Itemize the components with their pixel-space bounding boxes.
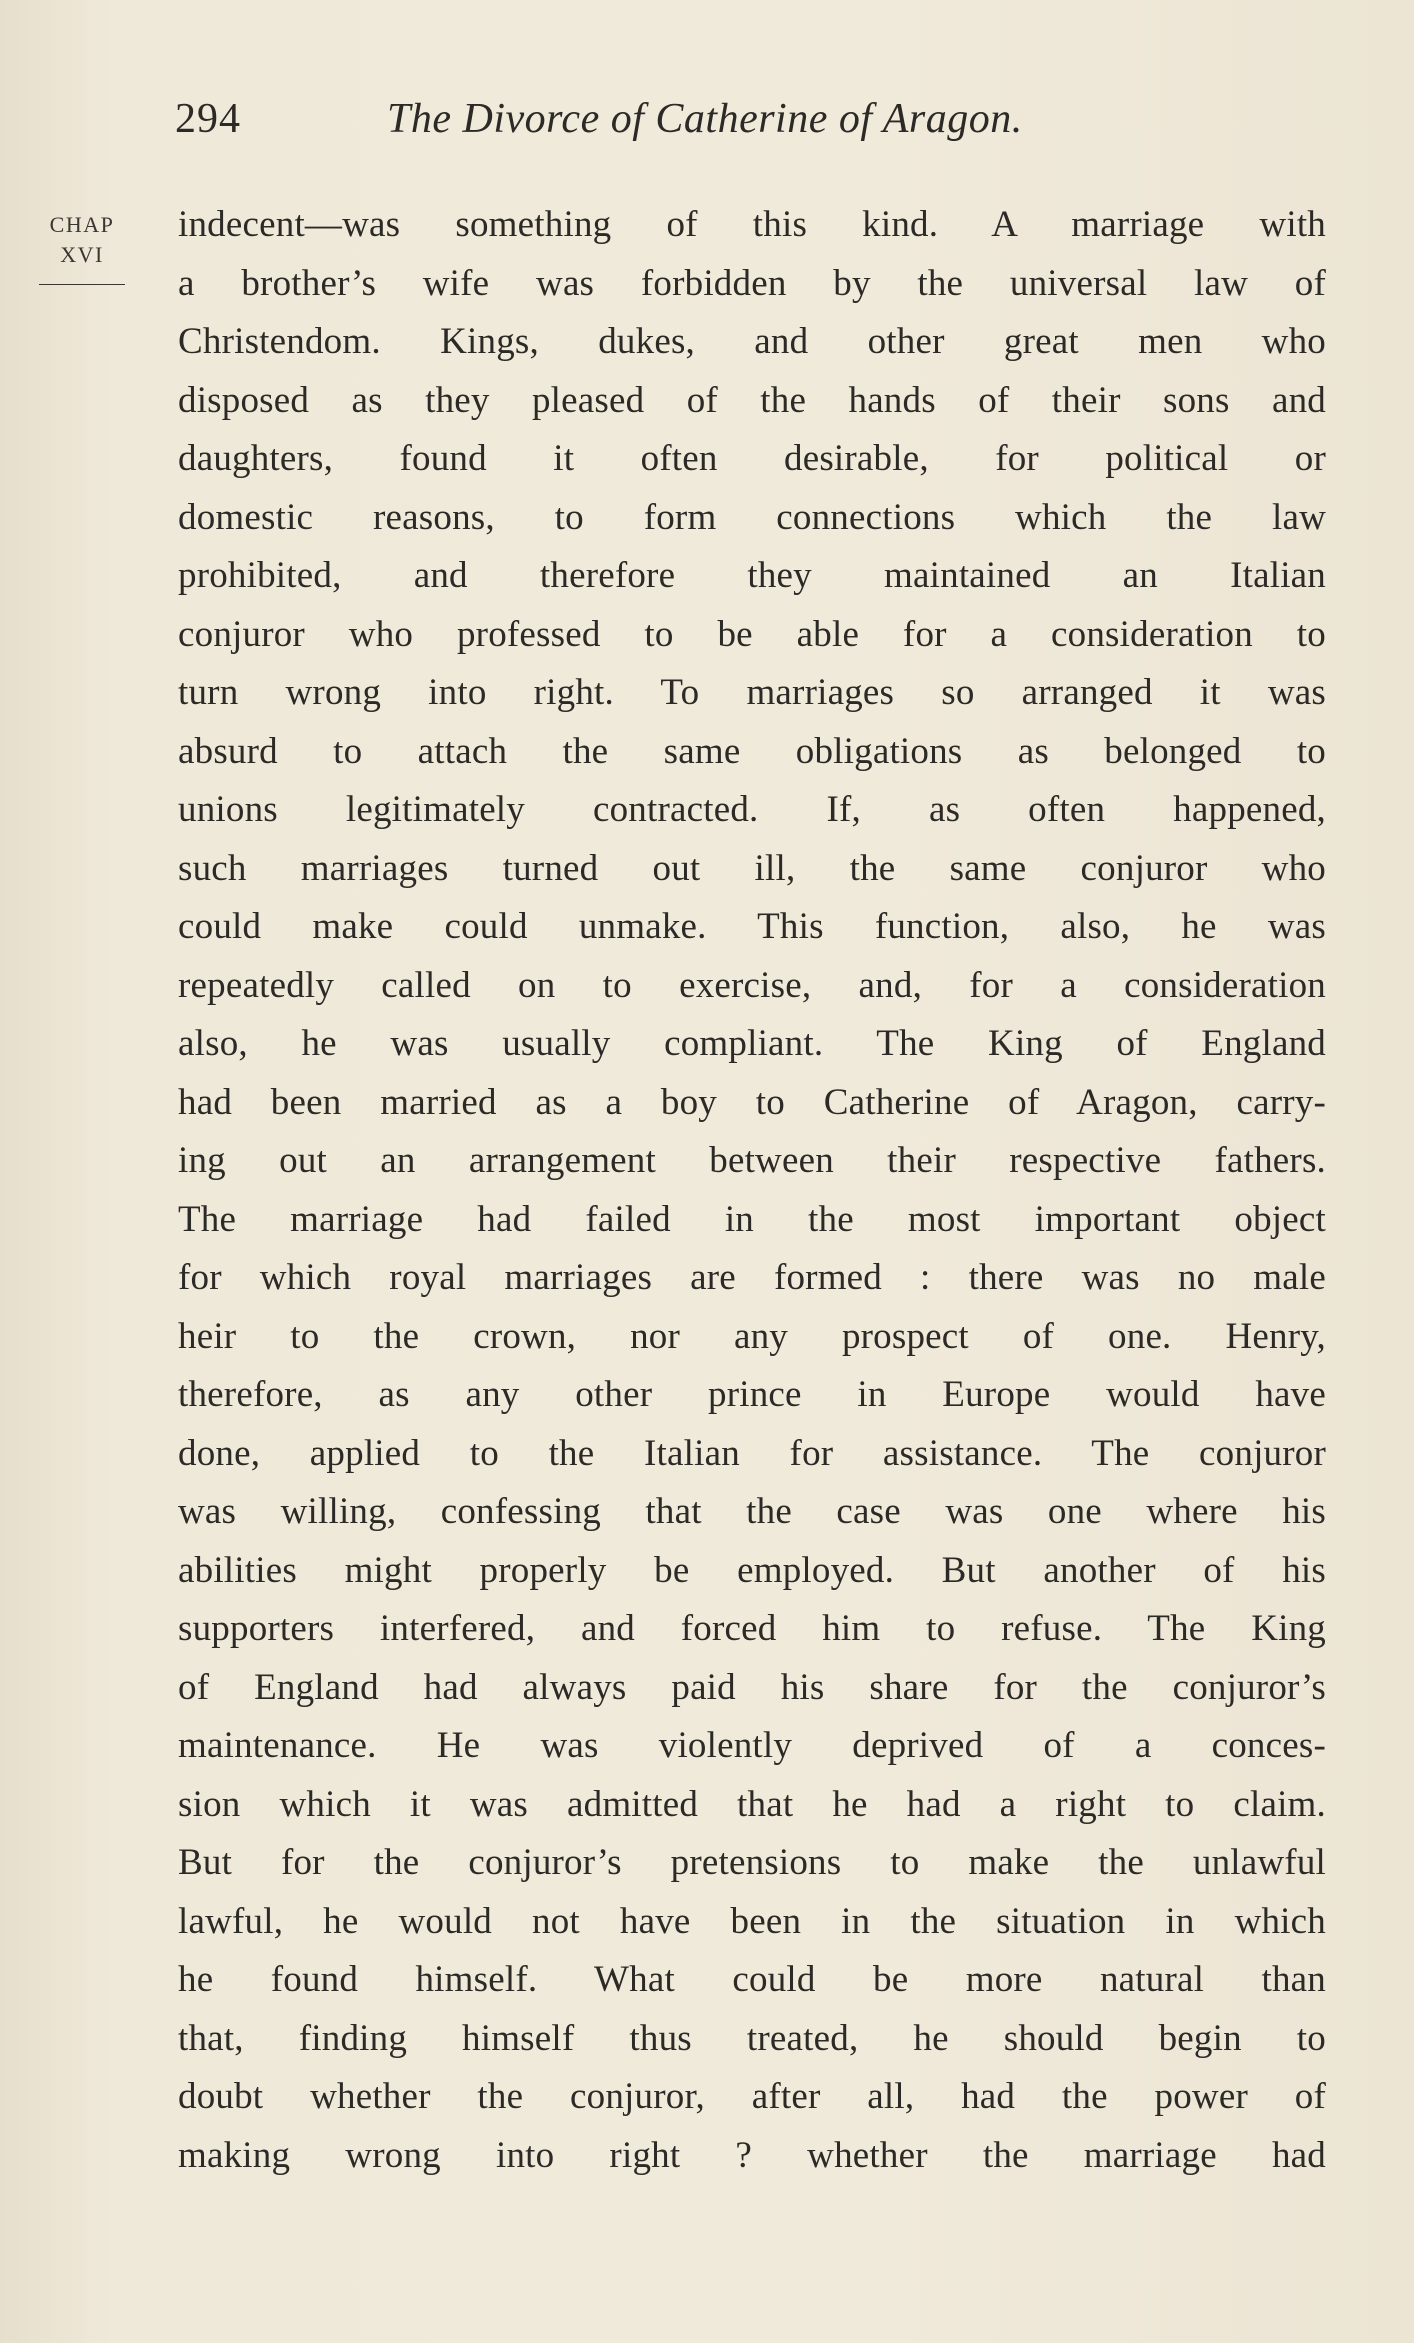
- text-line: Christendom. Kings, dukes, and other great men who: [178, 321, 1326, 362]
- text-line: therefore, as any other prince in Europe would have: [178, 1374, 1326, 1415]
- text-line: doubt whether the conjuror, after all, had the power of: [178, 2076, 1326, 2117]
- body-text: [178, 196, 1326, 2185]
- text-line: that, finding himself thus treated, he should begin to: [178, 2017, 1326, 2059]
- text-line: supporters interfered, and forced him to refuse. The King: [178, 1608, 1326, 1649]
- text-line: absurd to attach the same obligations as belonged to: [178, 730, 1326, 772]
- chapter-label: CHAP: [49, 212, 115, 237]
- text-line: repeatedly called on to exercise, and, for a consideration: [178, 964, 1326, 1006]
- text-line: of England had always paid his share for the conjuror’s: [178, 1666, 1326, 1708]
- page-number: 294: [175, 96, 241, 142]
- text-line: making wrong into right ? whether the marriage had: [178, 2134, 1326, 2176]
- text-line: prohibited, and therefore they maintained an Italian: [178, 555, 1326, 596]
- text-line: for which royal marriages are formed : there was no male: [178, 1257, 1326, 1298]
- text-line: done, applied to the Italian for assistance. The conjuror: [178, 1432, 1326, 1474]
- text-line: lawful, he would not have been in the situation in which: [178, 1900, 1326, 1942]
- margin-rule: [39, 284, 125, 285]
- text-line: The marriage had failed in the most important object: [178, 1198, 1326, 1240]
- text-line: turn wrong into right. To marriages so arranged it was: [178, 672, 1326, 713]
- chapter-margin-note: [32, 210, 132, 285]
- text-line: also, he was usually compliant. The King of England: [178, 1023, 1326, 1064]
- text-line: daughters, found it often desirable, for political or: [178, 438, 1326, 479]
- text-line: such marriages turned out ill, the same conjuror who: [178, 847, 1326, 889]
- text-line: maintenance. He was violently deprived of a conces-: [178, 1725, 1326, 1766]
- text-line: unions legitimately contracted. If, as often happened,: [178, 789, 1326, 830]
- text-line: had been married as a boy to Catherine of Aragon, carry-: [178, 1081, 1326, 1123]
- running-head: [175, 95, 1335, 155]
- text-line: heir to the crown, nor any prospect of one. Henry,: [178, 1315, 1326, 1357]
- text-line: was willing, confessing that the case was one where his: [178, 1491, 1326, 1532]
- text-line: a brother’s wife was forbidden by the universal law of: [178, 262, 1326, 304]
- text-line: domestic reasons, to form connections which the law: [178, 496, 1326, 538]
- text-line: disposed as they pleased of the hands of their sons and: [178, 379, 1326, 421]
- text-line: abilities might properly be employed. But another of his: [178, 1549, 1326, 1591]
- text-line: But for the conjuror’s pretensions to make the unlawful: [178, 1842, 1326, 1883]
- chapter-number: XVI: [60, 242, 104, 267]
- text-line: indecent—was something of this kind. A marriage with: [178, 204, 1326, 245]
- running-title: The Divorce of Catherine of Aragon.: [387, 96, 1023, 142]
- text-line: conjuror who professed to be able for a consideration to: [178, 613, 1326, 655]
- text-line: could make could unmake. This function, also, he was: [178, 906, 1326, 947]
- text-line: he found himself. What could be more natural than: [178, 1959, 1326, 2000]
- text-line: ing out an arrangement between their respective fathers.: [178, 1140, 1326, 1181]
- text-line: sion which it was admitted that he had a right to claim.: [178, 1783, 1326, 1825]
